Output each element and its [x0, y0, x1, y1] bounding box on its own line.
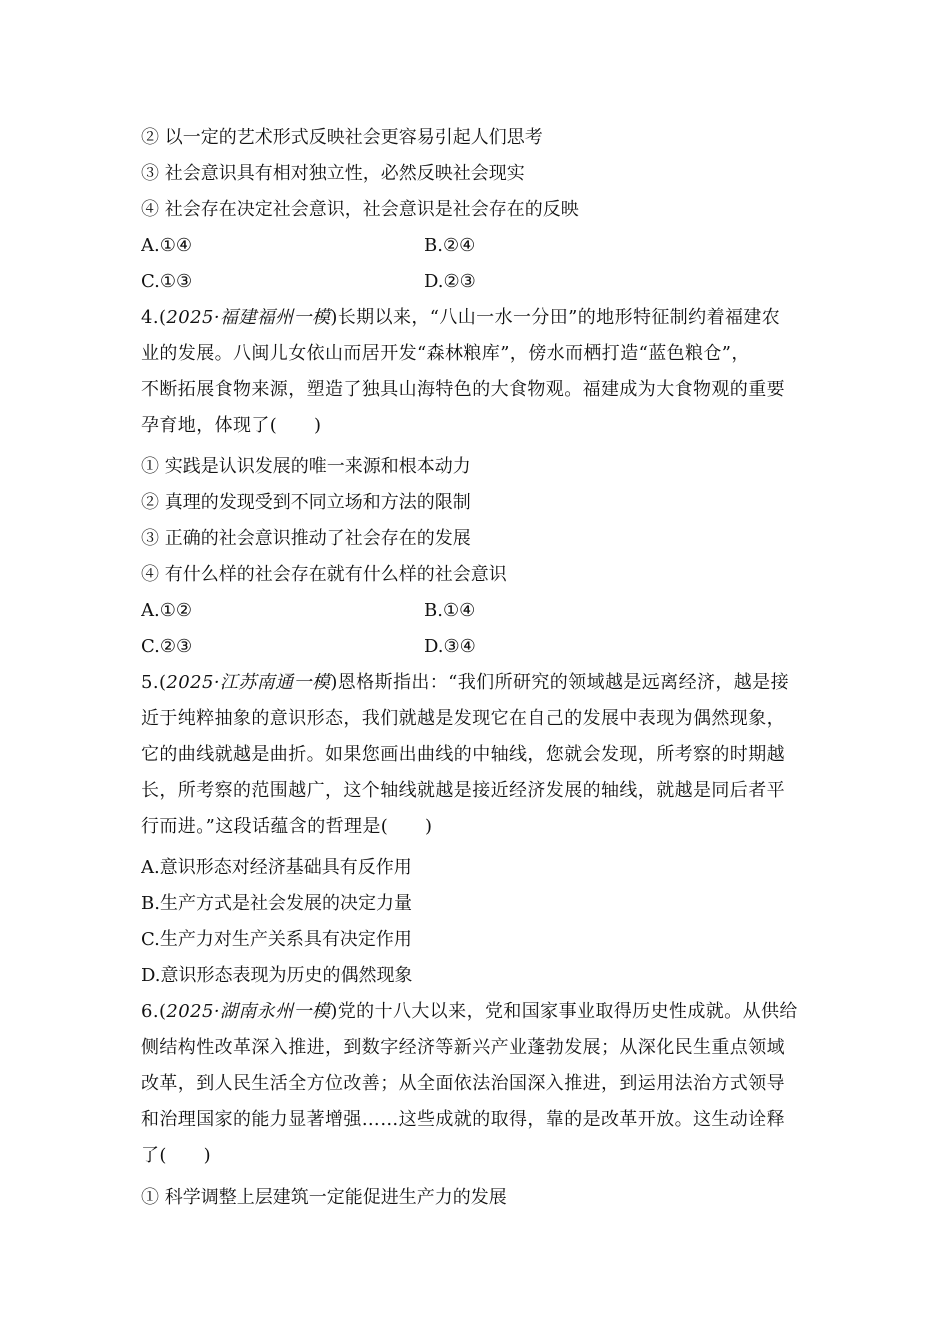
q5-stem-line-5: 行而进。”这段话蕴含的哲理是( ): [141, 816, 433, 837]
q4-number: 4.(: [141, 307, 167, 328]
q4-statement-4: ④ 有什么样的社会存在就有什么样的社会意识: [141, 564, 507, 585]
q4-statement-1: ① 实践是认识发展的唯一来源和根本动力: [141, 456, 471, 477]
q3-option-b: B.②④: [424, 235, 476, 256]
q4-option-c: C.②③: [141, 636, 193, 657]
q4-stem-line-3: 不断拓展食物来源，塑造了独具山海特色的大食物观。福建成为大食物观的重要: [141, 379, 785, 400]
q5-option-b: B.生产方式是社会发展的决定力量: [141, 893, 412, 914]
q3-statement-2: ② 以一定的艺术形式反映社会更容易引起人们思考: [141, 127, 543, 148]
q3-option-d: D.②③: [424, 271, 476, 292]
q5-option-d: D.意识形态表现为历史的偶然现象: [141, 965, 413, 986]
q4-option-a: A.①②: [141, 600, 192, 621]
q4-stem-line-2: 业的发展。八闽儿女依山而居开发“森林粮库”，傍水而栖打造“蓝色粮仓”，: [141, 343, 750, 364]
q3-statement-4: ④ 社会存在决定社会意识，社会意识是社会存在的反映: [141, 199, 579, 220]
q4-statement-3: ③ 正确的社会意识推动了社会存在的发展: [141, 528, 471, 549]
q5-stem-line-4: 长，所考察的范围越广，这个轴线就越是接近经济发展的轴线，就越是同后者平: [141, 780, 785, 801]
q3-statement-3: ③ 社会意识具有相对独立性，必然反映社会现实: [141, 163, 525, 184]
q6-stem-line-1: [141, 994, 813, 1030]
q5-number: 5.(: [141, 672, 167, 693]
q6-stem-line-4: 和治理国家的能力显著增强……这些成就的取得，靠的是改革开放。这生动诠释: [141, 1109, 785, 1130]
q6-stem-line-2: 侧结构性改革深入推进，到数字经济等新兴产业蓬勃发展；从深化民生重点领域: [141, 1037, 785, 1058]
q5-stem-line-2: 近于纯粹抽象的意识形态，我们就越是发现它在自己的发展中表现为偶然现象，: [141, 708, 785, 729]
q4-stem-text: )长期以来，“八山一水一分田”的地形特征制约着福建农: [330, 307, 781, 328]
q5-stem-line-1: [141, 665, 813, 701]
q3-option-a: A.①④: [141, 235, 192, 256]
q5-stem-text: )恩格斯指出：“我们所研究的领域越是远离经济，越是接: [330, 672, 789, 693]
q5-source: 2025·江苏南通一模: [166, 672, 331, 693]
q6-stem-line-3: 改革，到人民生活全方位改善；从全面依法治国深入推进，到运用法治方式领导: [141, 1073, 785, 1094]
q4-source: 2025·福建福州一模: [166, 307, 331, 328]
q4-option-d: D.③④: [424, 636, 476, 657]
q4-statement-2: ② 真理的发现受到不同立场和方法的限制: [141, 492, 471, 513]
q5-stem-line-3: 它的曲线就越是曲折。如果您画出曲线的中轴线，您就会发现，所考察的时期越: [141, 744, 785, 765]
q4-stem-line-4: 孕育地，体现了( ): [141, 415, 322, 436]
q3-option-c: C.①③: [141, 271, 193, 292]
q5-option-a: A.意识形态对经济基础具有反作用: [141, 857, 412, 878]
q6-source: 2025·湖南永州一模: [166, 1001, 331, 1022]
q6-stem-line-5: 了( ): [141, 1145, 212, 1166]
q6-number: 6.(: [141, 1001, 167, 1022]
q6-statement-1: ① 科学调整上层建筑一定能促进生产力的发展: [141, 1187, 507, 1208]
q5-option-c: C.生产力对生产关系具有决定作用: [141, 929, 412, 950]
q6-stem-text: )党的十八大以来，党和国家事业取得历史性成就。从供给: [330, 1001, 798, 1022]
q4-stem-line-1: [141, 300, 813, 336]
q4-option-b: B.①④: [424, 600, 476, 621]
